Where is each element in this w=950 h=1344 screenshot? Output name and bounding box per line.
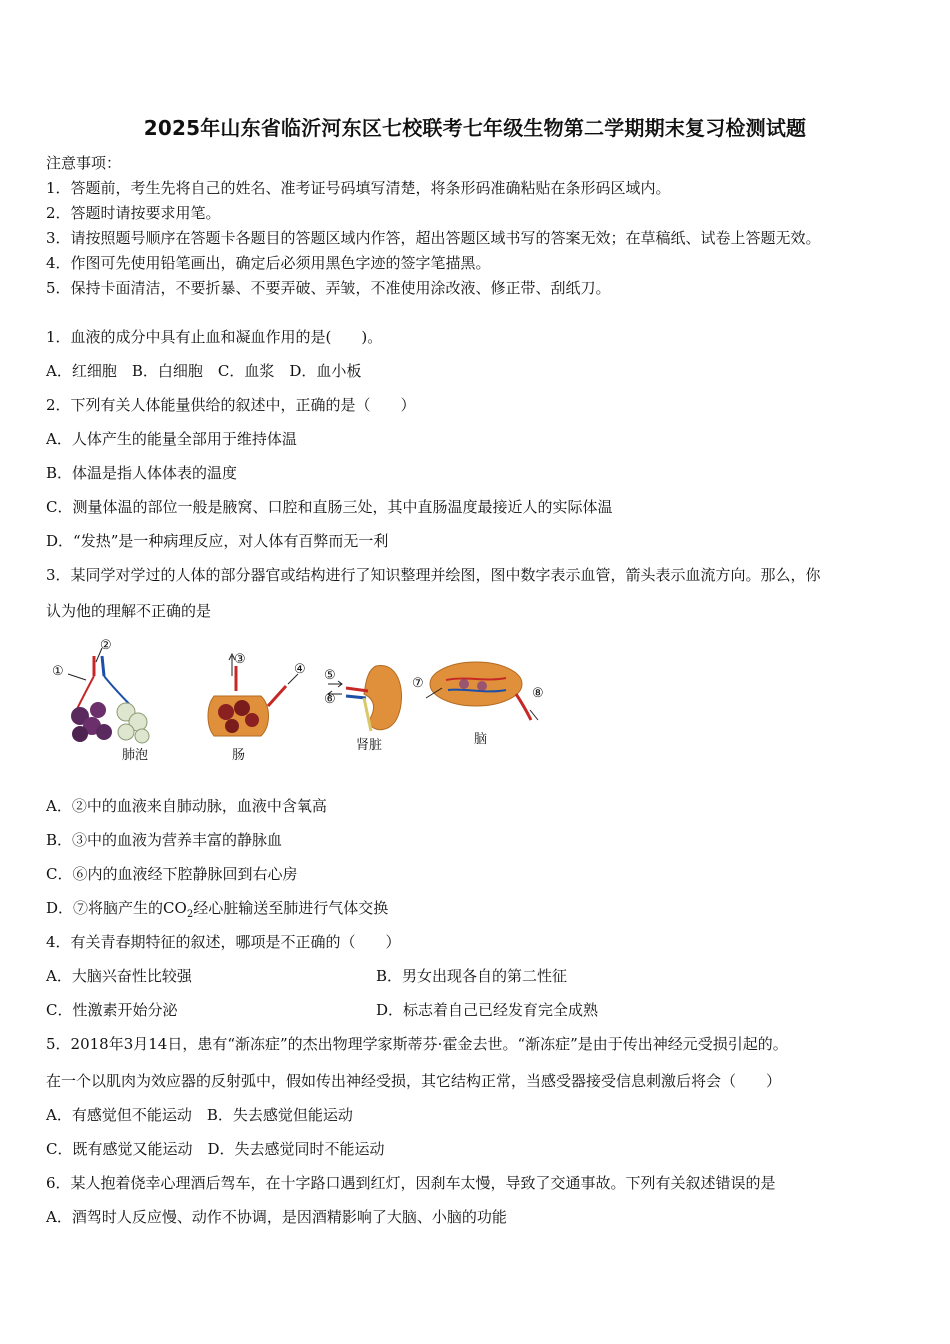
q4-option-c: C．性激素开始分泌 xyxy=(46,1001,178,1019)
vessel-marker-7: ⑦ xyxy=(412,676,424,691)
notice-item-5: 5．保持卡面清洁，不要折暴、不要弄破、弄皱，不准使用涂改液、修正带、刮纸刀。 xyxy=(46,279,611,297)
figure-label-alveoli: 肺泡 xyxy=(122,748,149,763)
q3-option-c: C．⑥内的血液经下腔静脉回到右心房 xyxy=(46,865,298,883)
intestine-drawing xyxy=(208,654,298,736)
q2-option-d: D．“发热”是一种病理反应，对人体有百弊而无一利 xyxy=(46,532,389,550)
figure-label-brain: 脑 xyxy=(474,732,488,747)
q4-option-b: B．男女出现各自的第二性征 xyxy=(376,967,568,985)
q5-stem-line2: 在一个以肌肉为效应器的反射弧中，假如传出神经受损，其它结构正常，当感受器接受信息刺激后将会（ ） xyxy=(46,1072,782,1090)
q5-options-line2: C．既有感觉又能运动 D．失去感觉同时不能运动 xyxy=(46,1140,385,1158)
q5-stem-line1: 5．2018年3月14日，患有“渐冻症”的杰出物理学家斯蒂芬·霍金去世。“渐冻症”是由于传出神经元受损引起的。 xyxy=(46,1035,788,1053)
q2-option-c: C．测量体温的部位一般是腋窝、口腔和直肠三处，其中直肠温度最接近人的实际体温 xyxy=(46,498,613,516)
vessel-marker-3: ③ xyxy=(234,652,246,667)
organ-blood-flow-figure xyxy=(46,636,566,766)
q5-options-line1: A．有感觉但不能运动 B．失去感觉但能运动 xyxy=(46,1106,353,1124)
brain-drawing xyxy=(426,662,538,720)
q3-option-d xyxy=(46,898,388,925)
q4-option-d: D．标志着自己已经发育完全成熟 xyxy=(376,1001,599,1019)
q2-option-a: A．人体产生的能量全部用于维持体温 xyxy=(46,430,297,448)
vessel-marker-5: ⑤ xyxy=(324,668,336,683)
q3-option-a: A．②中的血液来自肺动脉，血液中含氧高 xyxy=(46,797,327,815)
q3-stem-line2: 认为他的理解不正确的是 xyxy=(46,602,212,620)
vessel-marker-8: ⑧ xyxy=(532,686,544,701)
alveoli-drawing xyxy=(68,648,149,743)
q4-stem: 4．有关青春期特征的叙述，哪项是不正确的（ ） xyxy=(46,933,401,951)
notice-item-1: 1．答题前，考生先将自己的姓名、准考证号码填写清楚，将条形码准确粘贴在条形码区域内。 xyxy=(46,179,671,197)
q1-stem: 1．血液的成分中具有止血和凝血作用的是( )。 xyxy=(46,328,383,346)
figure-label-kidney: 肾脏 xyxy=(356,738,383,753)
q3-option-d-pre: D．⑦将脑产生的CO xyxy=(46,899,187,917)
q2-stem: 2．下列有关人体能量供给的叙述中，正确的是（ ） xyxy=(46,396,416,414)
vessel-marker-1: ① xyxy=(52,664,64,679)
vessel-marker-6: ⑥ xyxy=(324,692,336,707)
notice-item-2: 2．答题时请按要求用笔。 xyxy=(46,204,221,222)
kidney-drawing xyxy=(328,666,402,731)
vessel-marker-2: ② xyxy=(100,638,112,653)
q3-option-b: B．③中的血液为营养丰富的静脉血 xyxy=(46,831,283,849)
q6-stem: 6．某人抱着侥幸心理酒后驾车，在十字路口遇到红灯，因刹车太慢，导致了交通事故。下列有关叙述错误的是 xyxy=(46,1174,776,1192)
q3-stem-line1: 3．某同学对学过的人体的部分器官或结构进行了知识整理并绘图，图中数字表示血管，箭头表示血流方向。那么，你 xyxy=(46,566,821,584)
q6-option-a: A．酒驾时人反应慢、动作不协调，是因酒精影响了大脑、小脑的功能 xyxy=(46,1208,507,1226)
q3-option-d-post: 经心脏输送至肺进行气体交换 xyxy=(193,899,389,917)
page-title: 2025年山东省临沂河东区七校联考七年级生物第二学期期末复习检测试题 xyxy=(143,116,807,140)
notice-item-4: 4．作图可先使用铅笔画出，确定后必须用黑色字迹的签字笔描黑。 xyxy=(46,254,491,272)
vessel-marker-4: ④ xyxy=(294,662,306,677)
q1-options: A．红细胞 B．白细胞 C．血浆 D．血小板 xyxy=(46,362,362,380)
notice-heading: 注意事项： xyxy=(46,154,122,172)
q4-option-a: A．大脑兴奋性比较强 xyxy=(46,967,192,985)
figure-label-intestine: 肠 xyxy=(232,748,246,763)
q3-option-d-sub: 2 xyxy=(186,909,194,920)
q2-option-b: B．体温是指人体体表的温度 xyxy=(46,464,238,482)
notice-item-3: 3．请按照题号顺序在答题卡各题目的答题区域内作答，超出答题区域书写的答案无效；在草稿纸、试卷上答题无效。 xyxy=(46,229,821,247)
